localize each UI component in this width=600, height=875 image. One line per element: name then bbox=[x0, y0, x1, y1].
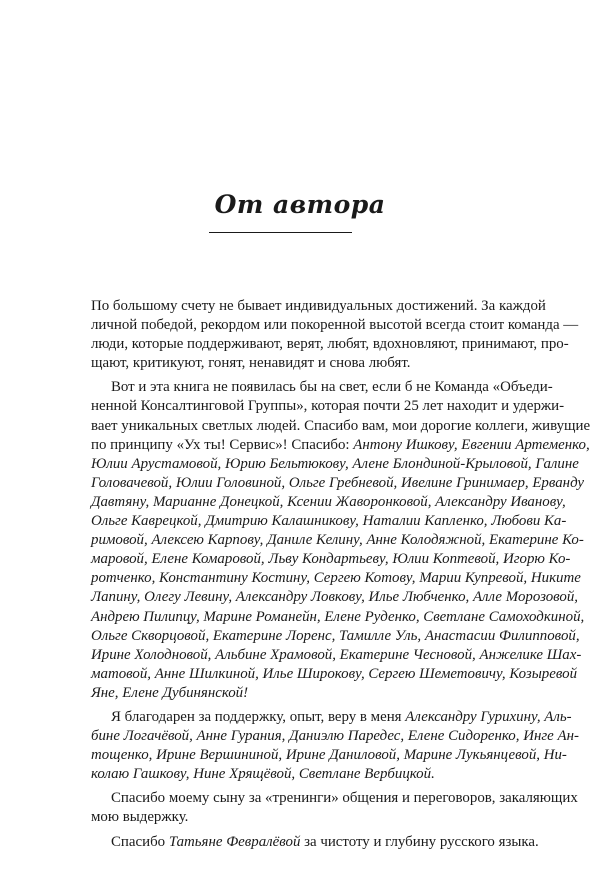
text-line bbox=[91, 455, 579, 474]
text-run: за чистоту и глубину русского языка. bbox=[300, 833, 539, 850]
name-run: римовой, Алексею Карпову, Даниле Келину, Анне Колодяжной, Екатерине Ко- bbox=[91, 532, 584, 549]
text-line bbox=[91, 512, 567, 531]
name-run: Яне, Елене Дубинянской! bbox=[91, 684, 249, 701]
name-run: Ирине Холодновой, Альбине Храмовой, Екатерине Чесновой, Анжелике Шах- bbox=[91, 646, 582, 663]
name-run: Ольге Скворцовой, Екатерине Лоренс, Тамилле Уль, Анастасии Филипповой, bbox=[91, 627, 580, 644]
text-line bbox=[91, 493, 566, 512]
name-run: ротченко, Константину Костину, Сергею Котову, Марии Купревой, Никите bbox=[91, 570, 581, 587]
text-line bbox=[91, 378, 553, 397]
name-run: бине Логачёвой, Анне Гурания, Даниэлю Паредес, Елене Сидоренко, Инге Ан- bbox=[91, 728, 579, 745]
paragraph bbox=[91, 378, 591, 703]
name-run: тощенко, Ирине Вершининой, Ирине Даниловой, Марине Лукьянцевой, Ни- bbox=[91, 747, 567, 764]
text-run: Спасибо моему сыну за «тренинги» общения и переговоров, закаляющих bbox=[111, 790, 578, 807]
name-run: Головачевой, Юлии Головиной, Ольге Гребневой, Ивелине Гринимаер, Ерванду bbox=[91, 474, 585, 491]
name-run: Лапину, Олегу Левину, Александру Ловкову, Илье Любченко, Алле Морозовой, bbox=[91, 589, 579, 606]
chapter-title: От автора bbox=[214, 190, 386, 219]
text-line bbox=[91, 474, 585, 493]
text-line bbox=[91, 765, 511, 784]
name-run: Давтяну, Марианне Донецкой, Ксении Жаворонковой, Александру Иванову, bbox=[91, 493, 566, 510]
text-run: Я благодарен за поддержку, опыт, веру в меня bbox=[111, 708, 406, 725]
text-line bbox=[91, 417, 591, 436]
name-run: матовой, Анне Шилкиной, Илье Широкову, Сергею Шеметовичу, Козыревой bbox=[91, 665, 578, 682]
paragraph bbox=[91, 833, 539, 852]
text-line bbox=[91, 550, 571, 569]
text-line bbox=[91, 746, 567, 765]
title-underline bbox=[209, 232, 352, 233]
name-run: маровой, Елене Комаровой, Льву Кондартьеву, Юлии Коптевой, Игорю Ко- bbox=[91, 551, 571, 568]
name-run: Андрею Пилипцу, Марине Романейн, Елене Руденко, Светлане Самоходкиной, bbox=[91, 608, 585, 625]
paragraph bbox=[91, 708, 579, 784]
text-run: Вот и эта книга не появилась бы на свет, если б не Команда «Объеди- bbox=[111, 379, 553, 396]
text-line: личной победой, рекордом или покоренной высотой всегда стоит команда — bbox=[91, 317, 579, 334]
name-run: Антону Ишкову, Евгении Артеменко, bbox=[353, 436, 590, 453]
name-run: Ольге Каврецкой, Дмитрию Калашникову, Наталии Капленко, Любови Ка- bbox=[91, 513, 567, 530]
text-line bbox=[91, 789, 578, 808]
text-line bbox=[91, 531, 584, 550]
name-run: Александру Гурихину, Аль- bbox=[405, 708, 572, 725]
body-text bbox=[91, 297, 591, 852]
text-line bbox=[91, 608, 585, 627]
text-run: по принципу «Ух ты! Сервис»! Спасибо: bbox=[91, 436, 354, 453]
text-line: По большому счету не бывает индивидуальных достижений. За каждой bbox=[91, 298, 546, 314]
text-line bbox=[91, 833, 539, 852]
text-run: мою выдержку. bbox=[91, 809, 189, 826]
text-line bbox=[91, 684, 511, 703]
text-line: люди, которые поддерживают, верят, любят, вдохновляют, принимают, про- bbox=[91, 336, 569, 353]
text-line bbox=[91, 665, 578, 684]
name-run: колаю Гашкову, Нине Хрящёвой, Светлане Вербицкой. bbox=[91, 766, 435, 783]
paragraph bbox=[91, 789, 578, 827]
text-line: щают, критикуют, гонят, ненавидят и снова любят. bbox=[91, 355, 411, 372]
text-line bbox=[91, 436, 590, 455]
name-run: Татьяне Февралёвой bbox=[168, 833, 301, 850]
text-line bbox=[91, 646, 582, 665]
text-run: ненной Консалтинговой Группы», которая почти 25 лет находит и удержи- bbox=[91, 398, 565, 415]
text-line bbox=[91, 588, 579, 607]
text-line bbox=[91, 727, 579, 746]
text-run: Спасибо bbox=[111, 833, 169, 850]
text-line bbox=[91, 708, 572, 727]
paragraph bbox=[91, 297, 579, 373]
text-line bbox=[91, 397, 565, 416]
text-line bbox=[91, 627, 580, 646]
name-run: Юлии Арустамовой, Юрию Бельтюкову, Алене Блондиной-Крыловой, Галине bbox=[91, 455, 579, 472]
text-run: вает уникальных светлых людей. Спасибо вам, мои дорогие коллеги, живущие bbox=[91, 417, 591, 434]
text-line bbox=[91, 569, 581, 588]
text-line bbox=[91, 808, 511, 827]
